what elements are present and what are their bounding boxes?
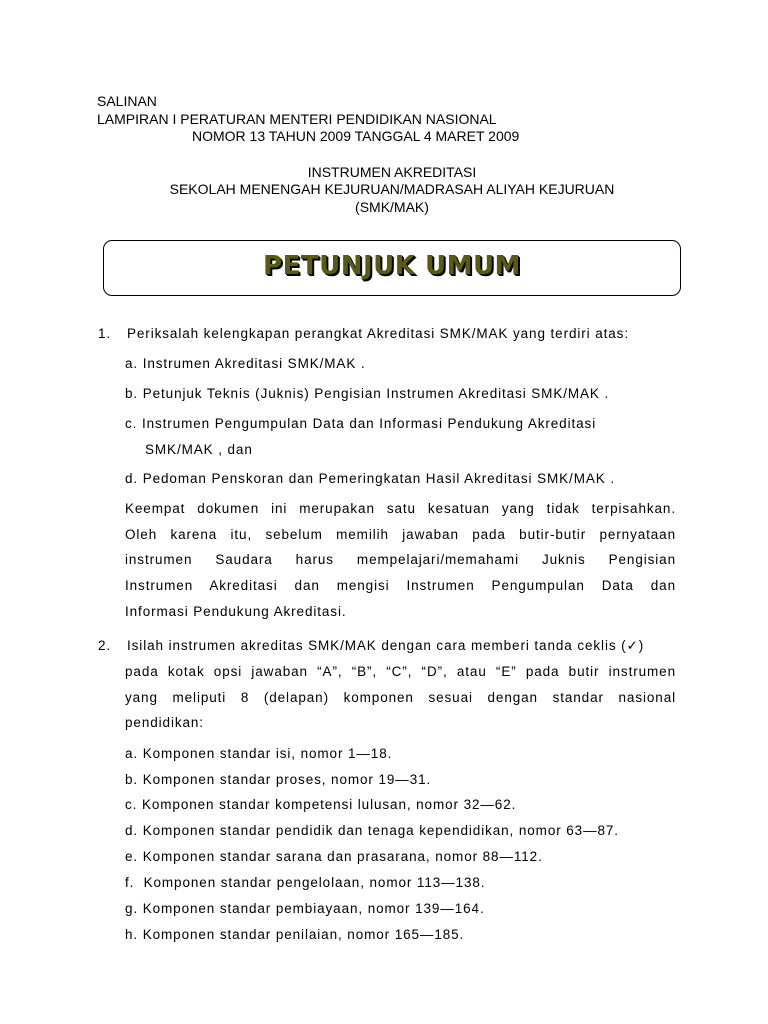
section1-paragraph-line: instrumen Saudara harus mempelajari/memahami Juknis Pengisian: [125, 552, 676, 567]
section1-item-b: b. Petunjuk Teknis (Juknis) Pengisian Instrumen Akreditasi SMK/MAK .: [125, 386, 610, 401]
page-title: PETUNJUK UMUM: [263, 251, 521, 281]
header-salinan: SALINAN: [97, 93, 157, 109]
section1-paragraph-line: Informasi Pendukung Akreditasi.: [125, 604, 347, 619]
section1-item-c: c. Instrumen Pengumpulan Data dan Informasi Pendukung Akreditasi: [125, 416, 597, 431]
section2-intro-line: Isilah instrumen akreditas SMK/MAK dengan cara memberi tanda ceklis (✓): [127, 638, 645, 653]
header-lampiran: LAMPIRAN I PERATURAN MENTERI PENDIDIKAN NASIONAL: [97, 111, 497, 127]
section2-item-f: f. Komponen standar pengelolaan, nomor 113—138.: [125, 875, 486, 890]
section1-paragraph-line: Instrumen Akreditasi dan mengisi Instrumen Pengumpulan Data dan: [125, 578, 676, 593]
section2-item-a: a. Komponen standar isi, nomor 1—18.: [125, 746, 393, 761]
section2-item-b: b. Komponen standar proses, nomor 19—31.: [125, 772, 432, 787]
header-smk-mak: (SMK/MAK): [355, 199, 429, 215]
title-box: [103, 240, 681, 296]
section2-item-g: g. Komponen standar pembiayaan, nomor 139—164.: [125, 901, 485, 916]
section2-item-h: h. Komponen standar penilaian, nomor 165—185.: [125, 927, 465, 942]
section2-intro-line: pendidikan:: [125, 715, 204, 730]
section2-item-c: c. Komponen standar kompetensi lulusan, nomor 32—62.: [125, 797, 517, 812]
section1-paragraph-line: Oleh karena itu, sebelum memilih jawaban pada butir-butir pernyataan: [125, 527, 676, 542]
header-nomor: NOMOR 13 TAHUN 2009 TANGGAL 4 MARET 2009: [192, 128, 520, 144]
section1-item-c-cont: SMK/MAK , dan: [145, 442, 253, 457]
section2-item-e: e. Komponen standar sarana dan prasarana, nomor 88—112.: [125, 849, 543, 864]
section2-number: 2.: [98, 638, 112, 653]
section2-intro-line: pada kotak opsi jawaban “A”, “B”, “C”, “D”, atau “E” pada butir instrumen: [125, 664, 676, 679]
header-instrumen: INSTRUMEN AKREDITASI: [307, 164, 477, 180]
section2-item-d: d. Komponen standar pendidik dan tenaga kependidikan, nomor 63—87.: [125, 823, 619, 838]
header-sekolah: SEKOLAH MENENGAH KEJURUAN/MADRASAH ALIYAH KEJURUAN: [169, 181, 615, 197]
section1-number: 1.: [98, 326, 112, 341]
section1-intro: Periksalah kelengkapan perangkat Akreditasi SMK/MAK yang terdiri atas:: [127, 326, 629, 341]
section1-item-d: d. Pedoman Penskoran dan Pemeringkatan Hasil Akreditasi SMK/MAK .: [125, 471, 615, 486]
section1-item-a: a. Instrumen Akreditasi SMK/MAK .: [125, 356, 366, 371]
section1-paragraph-line: Keempat dokumen ini merupakan satu kesatuan yang tidak terpisahkan.: [125, 501, 676, 516]
section2-intro-line: yang meliputi 8 (delapan) komponen sesuai dengan standar nasional: [125, 690, 676, 705]
